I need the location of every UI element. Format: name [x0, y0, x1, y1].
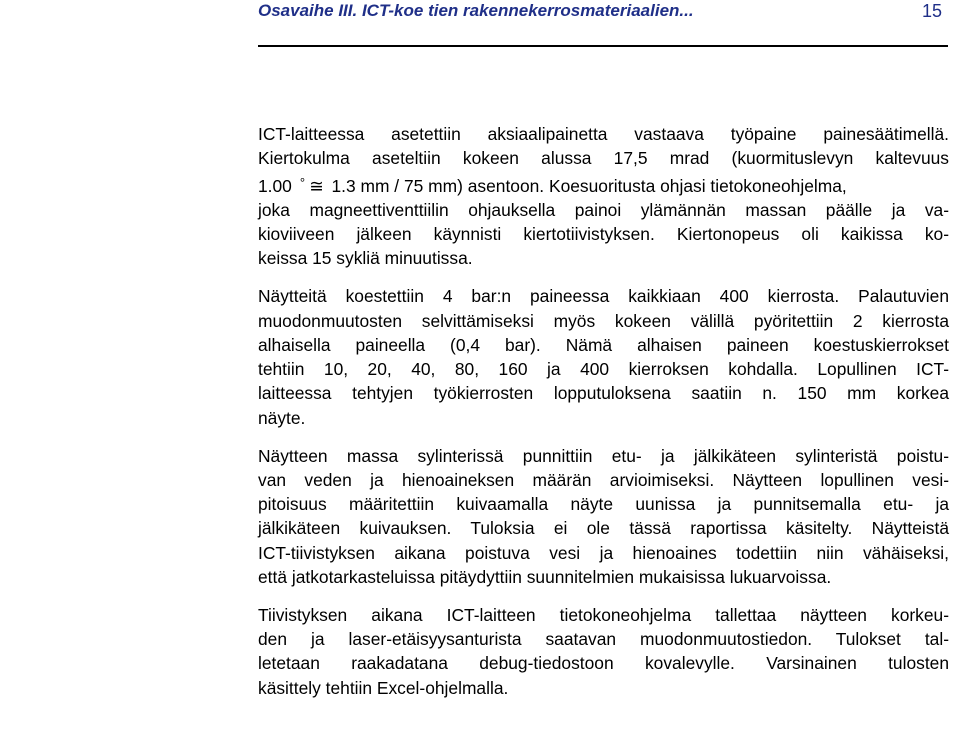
text-line: alhaisella paineella (0,4 bar). Nämä alhaisen paineen koestuskierrokset: [258, 334, 949, 355]
text-fragment: Koesuoritusta ohjasi tietokoneohjelma,: [548, 175, 847, 196]
text-line: käsittely tehtiin Excel-ohjelmalla.: [258, 677, 509, 698]
document-body: [258, 122, 949, 714]
paragraph-4: [258, 603, 949, 700]
paragraph-2: [258, 284, 949, 430]
text-line: Näytteen massa sylinterissä punnittiin etu- ja jälkikäteen sylinteristä poistu-: [258, 445, 949, 466]
text-line: tehtiin 10, 20, 40, 80, 160 ja 400 kierroksen kohdalla. Lopullinen ICT-: [258, 359, 949, 380]
text-line: keissa 15 sykliä minuutissa.: [258, 248, 473, 269]
paragraph-3: [258, 444, 949, 590]
text-line: van veden ja hienoaineksen määrän arvioimiseksi. Näytteen lopullinen vesi-: [258, 469, 949, 490]
approx-equal-icon: ≅: [309, 175, 324, 196]
text-line: [258, 171, 949, 198]
text-line: den ja laser-etäisyysanturista saatavan muodonmuutostiedon. Tulokset tal-: [258, 629, 949, 650]
header-title: Osavaihe III. ICT-koe tien rakennekerrosmateriaalien...: [258, 1, 694, 20]
text-line: Näytteitä koestettiin 4 bar:n paineessa kaikkiaan 400 kierrosta. Palautuvien: [258, 286, 949, 307]
measurement-value: 1.00: [258, 175, 292, 196]
paragraph-1: [258, 122, 949, 271]
text-line: pitoisuus määritettiin kuivaamalla näyte uunissa ja punnitsemalla etu- ja: [258, 494, 949, 515]
text-line: näyte.: [258, 407, 306, 428]
degree-symbol-icon: °: [299, 174, 306, 190]
text-line: Tiivistyksen aikana ICT-laitteen tietokoneohjelma tallettaa näytteen korkeu-: [258, 604, 949, 625]
text-line: kioviiveen jälkeen käynnisti kiertotiivistyksen. Kiertonopeus oli kaikissa ko-: [258, 224, 949, 245]
text-line: laitteessa tehtyjen työkierrosten lopputuloksena saatiin n. 150 mm korkea: [258, 383, 949, 404]
text-line: jälkikäteen kuivauksen. Tuloksia ei ole tässä raportissa käsitelty. Näytteistä: [258, 518, 949, 539]
text-line: ICT-laitteessa asetettiin aksiaalipainetta vastaava työpaine painesäätimellä.: [258, 124, 949, 144]
text-line: letetaan raakadatana debug-tiedostoon kovalevylle. Varsinainen tulosten: [258, 653, 949, 674]
measurement-text: 1.3 mm / 75 mm) asentoon.: [331, 175, 545, 196]
text-line: Kiertokulma aseteltiin kokeen alussa 17,5 mrad (kuormituslevyn kaltevuus: [258, 148, 949, 169]
text-line: että jatkotarkasteluissa pitäydyttiin suunnitelmien mukaisissa lukuarvoissa.: [258, 567, 832, 588]
text-line: muodonmuutosten selvittämiseksi myös kokeen välillä pyöritettiin 2 kierrosta: [258, 310, 949, 331]
text-line: joka magneettiventtiilin ohjauksella painoi ylämännän massan päälle ja va-: [258, 199, 949, 220]
page-number: 15: [921, 1, 942, 21]
text-line: ICT-tiivistyksen aikana poistuva vesi ja hienoaines todettiin niin vähäiseksi,: [258, 542, 949, 563]
page-header: [258, 0, 948, 22]
header-divider: [258, 45, 948, 47]
